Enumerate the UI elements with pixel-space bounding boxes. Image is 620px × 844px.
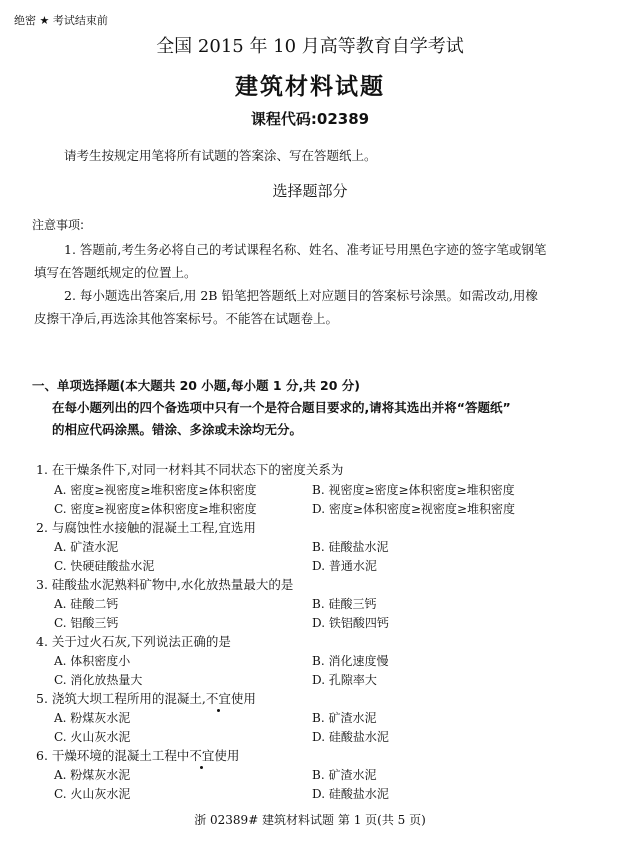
question-5-stem-post: 使用 bbox=[230, 691, 256, 706]
exam-title: 全国 2015 年 10 月高等教育自学考试 bbox=[156, 36, 464, 57]
question-5-option-a: A. 粉煤灰水泥 bbox=[54, 711, 131, 725]
question-2-stem: 2. 与腐蚀性水接触的混凝土工程,宜选用 bbox=[36, 520, 256, 535]
question-6-option-d: D. 硅酸盐水泥 bbox=[312, 787, 389, 801]
notes-heading: 注意事项: bbox=[32, 218, 85, 232]
question-1-option-b: B. 视密度≥密度≥体积密度≥堆积密度 bbox=[312, 483, 515, 497]
question-2-option-b: B. 硅酸盐水泥 bbox=[312, 540, 389, 554]
question-3-option-c: C. 铝酸三钙 bbox=[54, 616, 119, 630]
note-1-line-1: 1. 答题前,考生务必将自己的考试课程名称、姓名、准考证号用黑色字迹的签字笔或钢笔 bbox=[64, 242, 547, 257]
part1-heading: 一、单项选择题(本大题共 20 小题,每小题 1 分,共 20 分) bbox=[32, 378, 361, 393]
note-2-line-1: 2. 每小题选出答案后,用 2B 铅笔把答题纸上对应题目的答案标号涂黑。如需改动,用橡 bbox=[64, 288, 538, 303]
question-5-option-b: B. 矿渣水泥 bbox=[312, 711, 377, 725]
question-6-option-c: C. 火山灰水泥 bbox=[54, 787, 131, 801]
question-5-option-d: D. 硅酸盐水泥 bbox=[312, 730, 389, 744]
question-4-option-a: A. 体积密度小 bbox=[54, 654, 131, 668]
note-2-line-2: 皮擦干净后,再选涂其他答案标号。不能答在试题卷上。 bbox=[34, 311, 338, 326]
question-1-option-d: D. 密度≥体积密度≥视密度≥堆积密度 bbox=[312, 502, 515, 516]
section-title: 选择题部分 bbox=[272, 182, 348, 200]
secrecy-label: 绝密 ★ 考试结束前 bbox=[14, 14, 108, 27]
question-3-stem: 3. 硅酸盐水泥熟料矿物中,水化放热量最大的是 bbox=[36, 577, 294, 592]
question-5-option-c: C. 火山灰水泥 bbox=[54, 730, 131, 744]
question-2-option-d: D. 普通水泥 bbox=[312, 559, 377, 573]
question-2-option-c: C. 快硬硅酸盐水泥 bbox=[54, 559, 155, 573]
question-6-option-a: A. 粉煤灰水泥 bbox=[54, 768, 131, 782]
part1-instruction-line-2: 的相应代码涂黑。错涂、多涂或未涂均无分。 bbox=[52, 422, 303, 437]
part1-instruction-line-1: 在每小题列出的四个备选项中只有一个是符合题目要求的,请将其选出并将“答题纸” bbox=[52, 400, 511, 415]
question-6-option-b: B. 矿渣水泥 bbox=[312, 768, 377, 782]
question-5-emphasis: 不宜 bbox=[205, 691, 231, 706]
question-6-stem-pre: 6. 干燥环境的混凝土工程中 bbox=[36, 748, 190, 763]
question-6-stem-post: 使用 bbox=[214, 748, 240, 763]
page-footer: 浙 02389# 建筑材料试题 第 1 页(共 5 页) bbox=[194, 813, 426, 827]
course-code: 课程代码:02389 bbox=[250, 110, 370, 128]
question-4-option-b: B. 消化速度慢 bbox=[312, 654, 389, 668]
question-1-option-c: C. 密度≥视密度≥体积密度≥堆积密度 bbox=[54, 502, 257, 516]
question-5-stem bbox=[36, 689, 256, 707]
note-1-line-2: 填写在答题纸规定的位置上。 bbox=[34, 265, 197, 280]
question-5-stem-pre: 5. 浇筑大坝工程所用的混凝土, bbox=[36, 691, 206, 706]
question-4-option-c: C. 消化放热量大 bbox=[54, 673, 143, 687]
intro-instruction: 请考生按规定用笔将所有试题的答案涂、写在答题纸上。 bbox=[64, 148, 377, 163]
question-4-stem: 4. 关于过火石灰,下列说法正确的是 bbox=[36, 634, 231, 649]
question-1-option-a: A. 密度≥视密度≥堆积密度≥体积密度 bbox=[54, 483, 257, 497]
question-3-option-d: D. 铁铝酸四钙 bbox=[312, 616, 389, 630]
question-6-emphasis: 不宜 bbox=[189, 748, 215, 763]
question-1-stem: 1. 在干燥条件下,对同一材料其不同状态下的密度关系为 bbox=[36, 462, 344, 477]
question-6-stem bbox=[36, 746, 239, 764]
question-3-option-b: B. 硅酸三钙 bbox=[312, 597, 377, 611]
question-4-option-d: D. 孔隙率大 bbox=[312, 673, 377, 687]
subject-title: 建筑材料试题 bbox=[235, 74, 385, 100]
question-3-option-a: A. 硅酸二钙 bbox=[54, 597, 119, 611]
question-2-option-a: A. 矿渣水泥 bbox=[54, 540, 119, 554]
